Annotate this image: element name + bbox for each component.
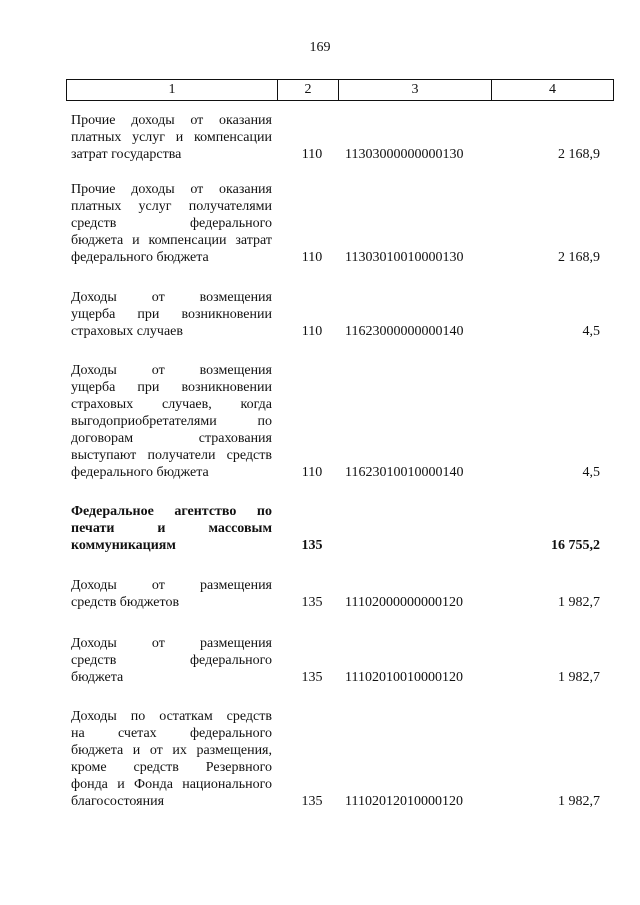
table-row bbox=[0, 635, 640, 686]
column-header-2: 2 bbox=[278, 80, 339, 101]
row-admin-code: 110 bbox=[301, 465, 323, 480]
description-line: выступают получатели средств bbox=[71, 448, 272, 463]
row-amount: 2 168,9 bbox=[558, 250, 600, 265]
row-description bbox=[71, 289, 272, 340]
description-line: договорам страхования bbox=[71, 431, 272, 446]
description-line: федерального бюджета bbox=[71, 465, 209, 480]
row-admin-code: 110 bbox=[301, 250, 323, 265]
description-line: средств бюджетов bbox=[71, 595, 180, 610]
description-line: Прочие доходы от оказания bbox=[71, 113, 272, 128]
description-line: бюджета bbox=[71, 670, 124, 685]
row-amount: 1 982,7 bbox=[558, 595, 600, 610]
description-line: выгодоприобретателями по bbox=[71, 414, 272, 429]
table-row bbox=[0, 362, 640, 481]
row-description bbox=[71, 635, 272, 686]
row-classification-code: 11303010010000130 bbox=[345, 250, 464, 265]
description-line: печати и массовым bbox=[71, 521, 272, 536]
row-classification-code: 11102012010000120 bbox=[345, 794, 463, 809]
description-line: Доходы от размещения bbox=[71, 636, 272, 651]
row-admin-code: 135 bbox=[301, 538, 323, 553]
row-amount: 16 755,2 bbox=[551, 538, 600, 553]
row-admin-code: 135 bbox=[301, 595, 323, 610]
description-line: Федеральное агентство по bbox=[71, 504, 272, 519]
description-line: затрат государства bbox=[71, 147, 182, 162]
row-description bbox=[71, 577, 272, 611]
row-admin-code: 135 bbox=[301, 670, 323, 685]
description-line: страховых случаев, когда bbox=[71, 397, 272, 412]
description-line: кроме средств Резервного bbox=[71, 760, 272, 775]
row-amount: 1 982,7 bbox=[558, 670, 600, 685]
row-amount: 4,5 bbox=[582, 465, 600, 480]
description-line: средств федерального bbox=[71, 216, 272, 231]
row-description bbox=[71, 112, 272, 163]
row-description bbox=[71, 503, 272, 554]
table-row bbox=[0, 112, 640, 163]
description-line: бюджета и от их размещения, bbox=[71, 743, 272, 758]
column-header-table bbox=[66, 79, 614, 101]
table-row bbox=[0, 289, 640, 340]
row-admin-code: 110 bbox=[301, 324, 323, 339]
row-classification-code: 11102010010000120 bbox=[345, 670, 463, 685]
description-line: фонда и Фонда национального bbox=[71, 777, 272, 792]
description-line: федерального бюджета bbox=[71, 250, 209, 265]
row-admin-code: 135 bbox=[301, 794, 323, 809]
column-header-3: 3 bbox=[339, 80, 492, 101]
row-description bbox=[71, 708, 272, 810]
table-row bbox=[0, 577, 640, 611]
row-classification-code: 11303000000000130 bbox=[345, 147, 464, 162]
row-classification-code: 11102000000000120 bbox=[345, 595, 463, 610]
row-description bbox=[71, 181, 272, 266]
table-row bbox=[0, 181, 640, 266]
column-header-1: 1 bbox=[67, 80, 278, 101]
description-line: Прочие доходы от оказания bbox=[71, 182, 272, 197]
page-number: 169 bbox=[309, 40, 331, 55]
column-header-row bbox=[67, 80, 614, 101]
description-line: Доходы от возмещения bbox=[71, 290, 272, 305]
table-row-section-heading bbox=[0, 503, 640, 554]
row-classification-code: 11623000000000140 bbox=[345, 324, 464, 339]
description-line: ущерба при возникновении bbox=[71, 307, 272, 322]
description-line: Доходы от размещения bbox=[71, 578, 272, 593]
description-line: на счетах федерального bbox=[71, 726, 272, 741]
description-line: средств федерального bbox=[71, 653, 272, 668]
description-line: благосостояния bbox=[71, 794, 165, 809]
row-description bbox=[71, 362, 272, 481]
description-line: ущерба при возникновении bbox=[71, 380, 272, 395]
description-line: платных услуг и компенсации bbox=[71, 130, 272, 145]
description-line: коммуникациям bbox=[71, 538, 176, 553]
description-line: бюджета и компенсации затрат bbox=[71, 233, 272, 248]
description-line: Доходы от возмещения bbox=[71, 363, 272, 378]
column-header-4: 4 bbox=[492, 80, 614, 101]
description-line: Доходы по остаткам средств bbox=[71, 709, 272, 724]
table-row bbox=[0, 708, 640, 810]
description-line: платных услуг получателями bbox=[71, 199, 272, 214]
row-admin-code: 110 bbox=[301, 147, 323, 162]
row-amount: 4,5 bbox=[582, 324, 600, 339]
row-amount: 2 168,9 bbox=[558, 147, 600, 162]
description-line: страховых случаев bbox=[71, 324, 183, 339]
row-amount: 1 982,7 bbox=[558, 794, 600, 809]
row-classification-code: 11623010010000140 bbox=[345, 465, 464, 480]
